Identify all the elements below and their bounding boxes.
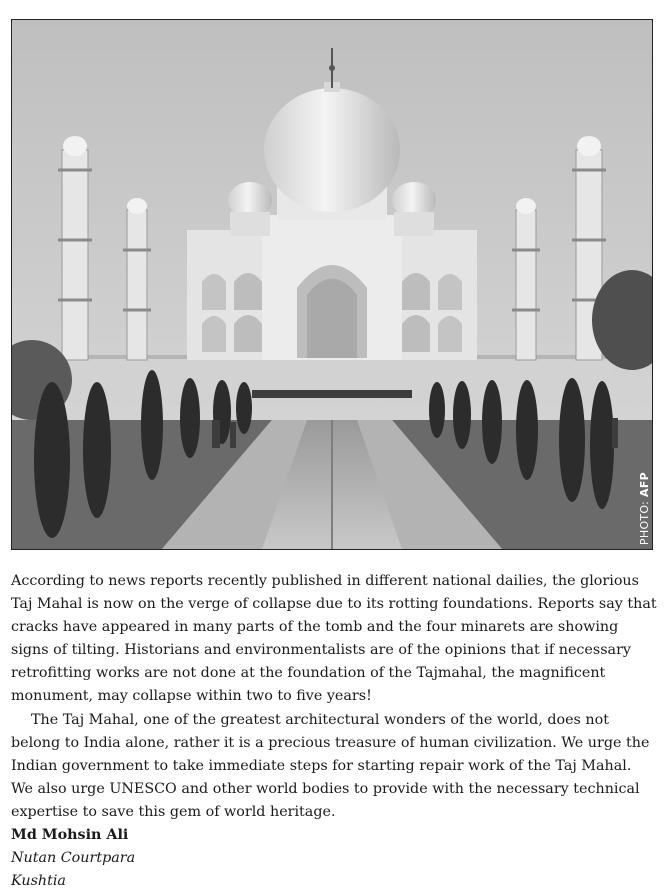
- author-name: Md Mohsin Ali: [11, 827, 129, 844]
- photo-credit-source: AFP: [638, 471, 651, 497]
- photo-credit-prefix: PHOTO:: [638, 496, 651, 545]
- author-address-line-2: Kushtia: [11, 873, 66, 890]
- taj-mahal-photo: [11, 19, 653, 550]
- paragraph-1: According to news reports recently published in different national dailies, the glorious Taj Mahal is now on the verge of collapse due to its rotting foundations. Reports say that cracks have appeared in many parts of the tomb and the four minarets are showing signs of tilting. Historians and environmentalists are of the opinions that if necessary retrofitting works are not done at the foundation of the Tajmahal, the magnificent monument, may collapse within two to five years!: [11, 573, 657, 705]
- paragraph-2: The Taj Mahal, one of the greatest architectural wonders of the world, does not belong to India alone, rather it is a precious treasure of human civilization. We urge the Indian government to take immediate steps for starting repair work of the Taj Mahal. We also urge UNESCO and other world bodies to provide with the necessary technical expertise to save this gem of world heritage.: [11, 711, 650, 820]
- letter-body: [11, 570, 657, 893]
- author-address-line-1: Nutan Courtpara: [11, 850, 136, 867]
- photo-credit: [639, 472, 650, 545]
